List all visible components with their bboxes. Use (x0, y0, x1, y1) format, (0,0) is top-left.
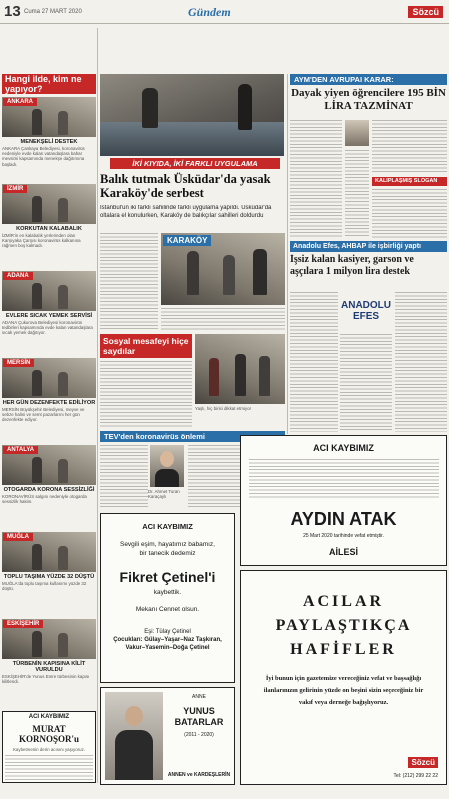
left-item-text: ADANA Çukurova Belediyesi koronavirüs tedbirleri kapsamında evde kalan vatandaşlara sıcak yemek dağıtıyor. (2, 320, 93, 336)
page-date: Cuma 27 MART 2020 (24, 9, 82, 15)
sozcu-logo: Sözcü (408, 6, 443, 18)
left-item-caption: MENEKŞELİ DESTEK (20, 139, 78, 145)
fikret-line4: Mekanı Cennet olsun. (135, 606, 200, 613)
aydin-family: AİLESİ (328, 547, 358, 557)
left-item-figure (32, 370, 42, 396)
left-item-caption: TOPLU TAŞIMA YÜZDE 32 DÜŞTÜ (3, 574, 95, 580)
aydin-name: AYDIN ATAK (290, 509, 397, 529)
acilar-ad (240, 570, 447, 785)
left-item-city: ANTALYA (3, 446, 38, 454)
aydin-title: ACI KAYBIMIZ (313, 443, 374, 453)
yunus-years: (2011 - 2020) (184, 732, 214, 738)
aym-col1 (290, 120, 342, 238)
murat-text: Kaybetmenin derin acısını yaşıyoruz. (13, 747, 85, 752)
left-item-text: İZMİR'in en kalabalık yerlerinden olan Karşıyaka Çarşısı koronavirüs kalkanına rağmen boş kalmadı. (2, 233, 81, 249)
tev-portrait (150, 445, 184, 487)
photo-banner: İKİ KIYIDA, İKİ FARKLI UYGULAMA (110, 158, 280, 169)
karakoy-photo (161, 233, 285, 305)
acilar-text: İyi bunun için gazetemize vereceğiniz vefat ve başsağlığı ilanlarınızın gelirinin yüzde on beşini sizin seçeceğiniz bir vakıf veya derneğe bağışlıyoruz. (263, 675, 424, 706)
crowd-person-2 (235, 354, 246, 396)
left-item (2, 445, 96, 531)
crowd-caption: Yaşlı, hiç birisi dikkat etmiyor (195, 406, 252, 411)
left-banner (2, 74, 96, 94)
left-item-figure (58, 372, 68, 396)
page-number: 13 (4, 3, 21, 20)
left-item-caption: EVLERE SICAK YEMEK SERVİSİ (5, 313, 93, 319)
left-item-figure (32, 457, 42, 483)
photo-sea (100, 122, 284, 156)
left-item (2, 271, 96, 357)
fikret-sign2: Çocukları: Gülay–Yaşar–Naz Taşkıran, (113, 637, 222, 643)
fikret-name: Fikret Çetinel'i (119, 569, 216, 585)
fishing-photo (100, 74, 284, 156)
left-item-figure (32, 544, 42, 570)
yunus-photo-face (125, 706, 143, 726)
left-item-figure (58, 459, 68, 483)
photo-fisher-3 (253, 249, 267, 295)
left-item-text: KORONAVİRÜS salgını nedeniyle otogarda sessizlik hakim. (2, 494, 87, 505)
acilar-line3: HAFİFLER (290, 641, 397, 658)
left-item-text: MUĞLA'da toplu taşıma kullanımı yüzde 32 düştü. (2, 581, 87, 592)
left-item-figure (58, 111, 68, 135)
left-item-photo (2, 271, 96, 311)
crowd-person-3 (259, 356, 270, 396)
aydin-family-lines (249, 459, 439, 499)
left-item (2, 184, 96, 270)
aydin-date: 25 Mart 2020 tarihinde vefat etmiştir. (303, 533, 384, 539)
left-item (2, 532, 96, 618)
left-item-photo (2, 445, 96, 485)
left-item-city: ESKİŞEHİR (3, 620, 43, 628)
yunus-family: ANNEN ve KARDEŞLERİN (167, 772, 231, 778)
left-item-city: İZMİR (3, 185, 27, 193)
aym-tag: AYM'DEN AVRUPAI KARAR: (290, 74, 447, 85)
murat-name: MURAT KORNOŞOR'u (18, 724, 79, 744)
yunus-name: YUNUS BATARLAR (174, 706, 224, 727)
left-item-figure (58, 198, 68, 222)
fikret-title: ACI KAYBIMIZ (142, 522, 193, 531)
main-subhead: İstanbul'un iki farklı sahilinde farklı uygulama yapıldı. Üsküdar'da oltalara el konulurken, Karaköy de balıkçılar sahilleri doldurdu (100, 205, 272, 219)
fikret-line2: bir tanecik dedemiz (139, 550, 196, 557)
efes-tag: Anadolu Efes, AHBAP ile işbirliği yaptı (290, 241, 447, 252)
karakoy-caption-lines (161, 308, 285, 331)
left-item-caption: OTOGARDA KORONA SESSİZLİĞİ (3, 487, 95, 493)
fikret-sign1: Eşi: Tülay Çetinel (144, 629, 191, 635)
aym-sub-tag: KALIPLAŞMIŞ SLOGAN (372, 177, 447, 186)
main-body-lines (100, 233, 158, 331)
aym-col2 (372, 120, 447, 174)
left-item-figure (32, 109, 42, 135)
acilar-logo: Sözcü (408, 757, 438, 768)
photo-fisher-1 (187, 251, 199, 295)
color-dots (200, 788, 250, 796)
left-banner-text: Hangi ilde, kim ne yapıyor? (2, 74, 96, 94)
left-item (2, 358, 96, 444)
left-item-figure (58, 633, 68, 657)
left-item-city: ADANA (3, 272, 33, 280)
acilar-line2: PAYLAŞTIKÇA (275, 617, 412, 634)
left-item-text: ANKARA Çankaya Belediyesi, koronavirüs nedeniyle evde kalan vatandaşlara bahar mevsimi kapsamında menekşe dağıtımına başladı. (2, 146, 85, 167)
left-item (2, 619, 96, 705)
aym-col4 (372, 189, 447, 238)
tev-portrait-suit (155, 469, 179, 487)
main-headline: Balık tutmak Üsküdar'da yasak Karaköy'de serbest (100, 172, 271, 200)
left-item-figure (32, 283, 42, 309)
social-distance-text (100, 361, 192, 427)
left-item (2, 97, 96, 183)
karakoy-tag: KARAKÖY (163, 235, 211, 246)
left-item-photo (2, 619, 96, 659)
left-item-figure (32, 196, 42, 222)
left-item-caption: HER GÜN DEZENFEKTE EDİLİYOR (2, 400, 96, 406)
acilar-phone: Tel: (212) 299 22 22 (393, 773, 438, 779)
acilar-line1: ACILAR (302, 593, 385, 610)
tev-caption: Dr. Ahmet Turan Karaçaylı (148, 489, 180, 500)
efes-col2 (340, 334, 392, 432)
aydin-condolence (240, 435, 447, 566)
social-distance-banner: Sosyal mesafeyi hiçe saydılar (100, 334, 192, 358)
page-header (0, 0, 449, 24)
fikret-sign3: Vakur–Yasemin–Doğa Çetinel (125, 645, 210, 651)
aym-headline: Dayak yiyen öğrencilere 195 BİN LİRA TAZMİNAT (291, 87, 446, 112)
efes-logo: ANADOLU EFES (341, 300, 391, 322)
crowd-photo (195, 334, 285, 404)
yunus-top: ANNE (192, 694, 206, 700)
fikret-condolence (100, 513, 235, 683)
crowd-person-1 (209, 358, 219, 396)
efes-col3 (395, 292, 447, 432)
main-body-col1 (100, 233, 158, 331)
yunus-photo-body (115, 730, 153, 780)
left-item-figure (58, 546, 68, 570)
murat-condolence (2, 711, 96, 783)
fikret-line3: kaybettik. (153, 589, 182, 596)
tev-banner: TEV'den koronavirüs önlemi (100, 431, 285, 442)
photo-person (142, 88, 158, 128)
murat-body-lines (5, 755, 93, 783)
left-item-city: MUĞLA (3, 533, 33, 541)
yunus-photo (105, 692, 163, 780)
left-items-list (2, 97, 96, 709)
left-item-photo (2, 184, 96, 224)
left-item-caption: TÜRBENİN KAPISINA KİLİT VURULDU (12, 661, 86, 673)
tev-portrait-face (160, 451, 174, 467)
yunus-condolence (100, 687, 235, 785)
photo-fisher-2 (223, 255, 235, 295)
left-item-figure (58, 285, 68, 309)
tev-text-1 (100, 445, 148, 509)
left-item-photo (2, 532, 96, 572)
left-item-figure (32, 631, 42, 657)
left-item-photo (2, 358, 96, 398)
fikret-line1: Sevgili eşim, hayatımız babamız, (119, 541, 215, 548)
left-item-city: ANKARA (3, 98, 37, 106)
left-item-photo (2, 97, 96, 137)
aym-portrait (345, 120, 369, 146)
aym-col3 (345, 150, 369, 238)
section-title: Gündem (188, 5, 231, 19)
efes-headline: İşsiz kalan kasiyer, garson ve aşçılara 1 milyon lira destek (290, 254, 414, 277)
left-item-text: ESKİŞEHİR'de Yunus Emre türbesinin kapısı kilitlendi. (2, 674, 90, 685)
left-item-caption: KORKUTAN KALABALIK (16, 226, 82, 232)
murat-title: ACI KAYBIMIZ (28, 714, 70, 720)
efes-col1 (290, 292, 338, 432)
left-item-text: MERSİN Büyükşehir Belediyesi, meyve ve sebze halini ve semt pazarlarını her gün dezenfekte ediyor. (2, 407, 85, 423)
left-item-city: MERSİN (3, 359, 34, 367)
photo-officer (238, 84, 252, 130)
